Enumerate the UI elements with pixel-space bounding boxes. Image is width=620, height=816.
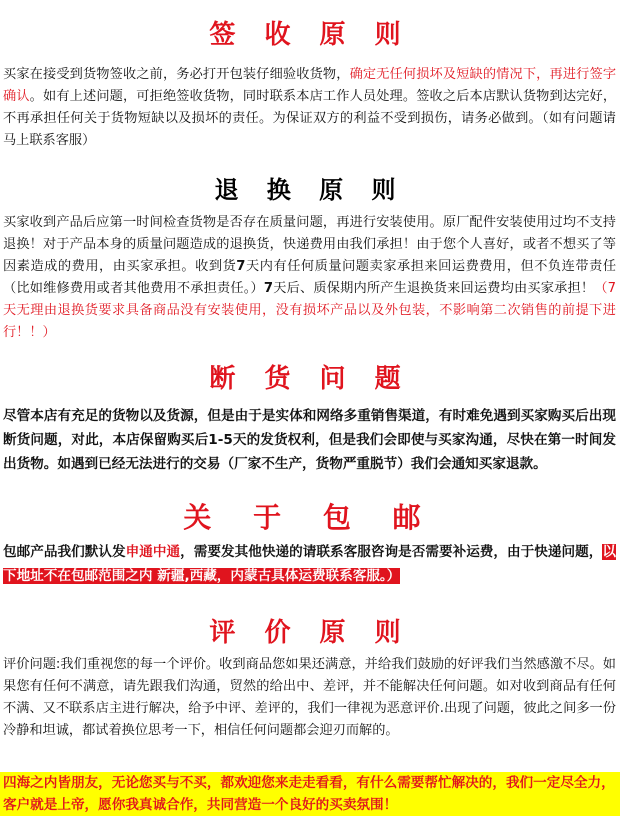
shipping-section	[0, 496, 620, 536]
receipt-text: 买家在接受到货物签收之前，务必打开包装仔细验收货物，	[3, 67, 350, 82]
shipping-body	[0, 540, 620, 588]
receipt-paragraph	[0, 64, 620, 152]
returns-mid-text: 天内有任何质量问题卖家承担来回运费费用，但不负连带责任（比如维修费用或者其他费用不承担责任。）	[3, 259, 617, 296]
review-title: 评 价 原 则	[209, 618, 411, 648]
stockout-section	[0, 358, 620, 395]
returns-section	[0, 170, 620, 205]
review-section	[0, 612, 620, 649]
shipping-paragraph	[0, 540, 620, 588]
receipt-red-text: 确定无任何损坏及短缺的情况下，再进行签字确认	[3, 67, 617, 104]
returns-days-1: 7	[236, 259, 246, 274]
returns-text: 买家收到产品后应第一时间检查货物是否存在质量问题，再进行安装使用。原厂配件安装使用过均不支持退换！对于产品本身的质量问题造成的退换货，快递费用由我们承担！由于您个人喜好，或者不想买了等因素造成的费用，由买家承担。收到货	[3, 215, 616, 274]
receipt-rest-text: 。如有上述问题，可拒绝签收货物，同时联系本店工作人员处理。签收之后本店默认货物到达完好，不再承担任何关于货物短缺以及损坏的责任。为保证双方的利益不受到损伤，请务必做到。（如有问题请马上联系客服）	[3, 89, 617, 148]
shipping-courier: 申通中通	[125, 544, 181, 560]
shipping-text: 包邮产品我们默认发	[3, 544, 126, 560]
returns-rest-text: 天后、质保期内所产生退换货来回运费均由买家承担！	[273, 281, 595, 296]
footer-banner	[0, 772, 620, 816]
shipping-close-paren: ）	[386, 568, 401, 584]
shipping-exclusion-highlight: 以下地址不在包邮范围之内 新疆,西藏，内蒙古具体运费联系客服。	[3, 544, 617, 584]
stockout-title: 断 货 问 题	[209, 364, 411, 394]
returns-title: 退 换 原 则	[214, 175, 406, 204]
review-body	[0, 654, 620, 742]
review-paragraph: 评价问题:我们重视您的每一个评价。收到商品您如果还满意，并给我们鼓励的好评我们当然感激不尽。如果您有任何不满意，请先跟我们沟通，贸然的给出中、差评，并不能解决任何问题。如对收到商品有任何不满、又不联系店主进行解决，给予中评、差评的，我们一律视为恶意评价.出现了问题，彼此之间多一份冷静和坦诚，都试着换位思考一下，相信任何问题都会迎刃而解的。	[3, 657, 616, 738]
footer-text: 四海之内皆朋友，无论您买与不买，都欢迎您来走走看看，有什么需要帮忙解决的，我们一定尽全力，客户就是上帝，愿你我真诚合作，共同营造一个良好的买卖氛围！	[0, 772, 620, 816]
shipping-mid-text: ，需要发其他快递的请联系客服咨询是否需要补运费，由于快递问题，	[180, 544, 603, 560]
returns-red-text: （7天无理由退换货要求具备商品没有安装使用，没有损坏产品以及外包装，不影响第二次销售的前提下进行！！）	[3, 281, 617, 340]
returns-body	[0, 212, 620, 344]
returns-paragraph	[0, 212, 620, 344]
receipt-section	[0, 14, 620, 51]
stockout-paragraph: 尽管本店有充足的货物以及货源，但是由于是实体和网络多重销售渠道，有时难免遇到买家购买后出现断货问题，对此，本店保留购买后1-5天的发货权利，但是我们会即使与买家沟通，尽快在第一时间发出货物。如遇到已经无法进行的交易（厂家不生产，货物严重脱节）我们会通知买家退款。	[3, 408, 616, 472]
stockout-body	[0, 404, 620, 476]
receipt-body	[0, 64, 620, 152]
returns-days-2: 7	[263, 281, 274, 296]
receipt-title: 签 收 原 则	[209, 20, 411, 50]
shipping-title: 关 于 包 邮	[183, 501, 437, 534]
